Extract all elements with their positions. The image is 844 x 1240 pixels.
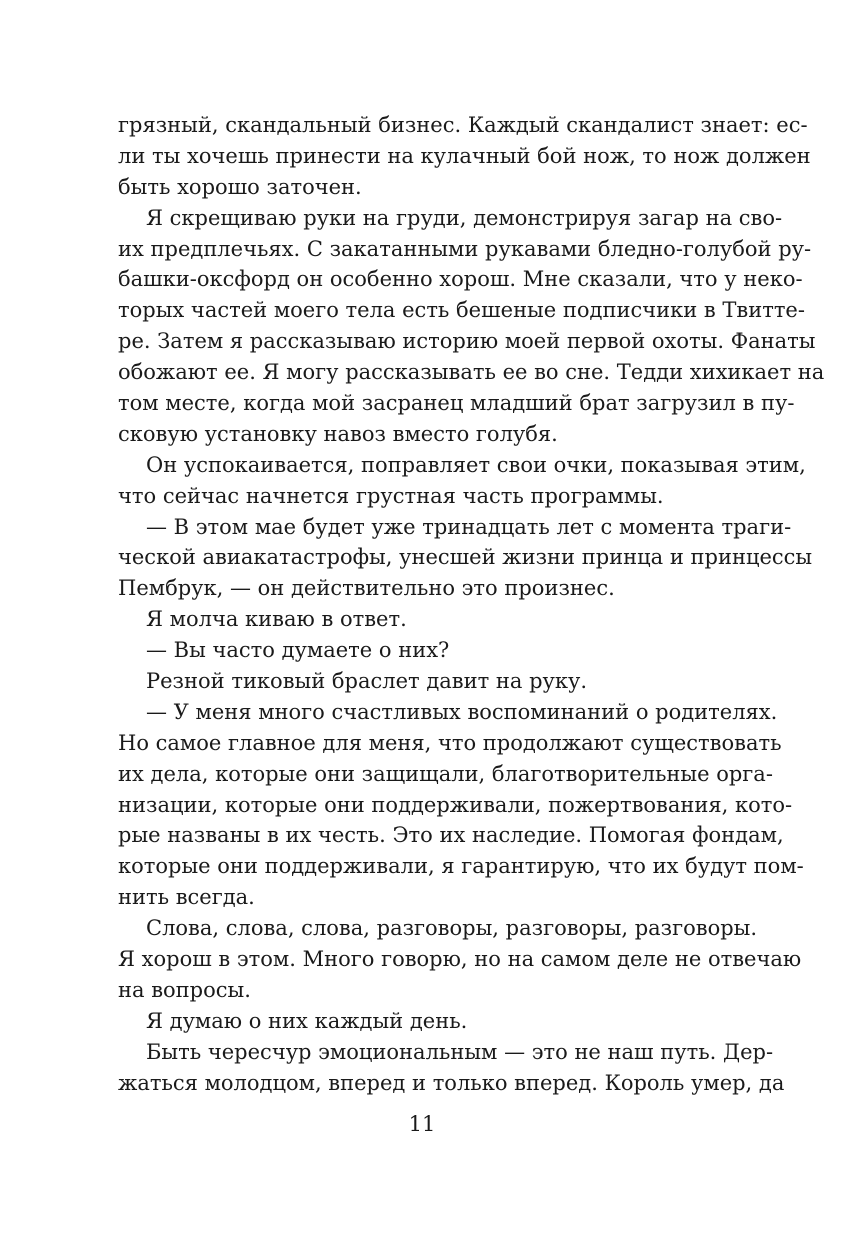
text-line: башки-оксфорд он особенно хорош. Мне сказали, что у неко- xyxy=(118,267,803,292)
body-text xyxy=(118,110,825,1099)
text-line: Пембрук, — он действительно это произнес. xyxy=(118,576,615,601)
text-line: быть хорошо заточен. xyxy=(118,174,362,199)
text-line: ре. Затем я рассказываю историю моей первой охоты. Фанаты xyxy=(118,329,816,354)
text-line: грязный, скандальный бизнес. Каждый скандалист знает: ес- xyxy=(118,113,808,137)
text-line: Слова, слова, слова, разговоры, разговоры, разговоры. xyxy=(146,916,758,941)
text-line: их дела, которые они защищали, благотворительные орга- xyxy=(118,761,773,786)
text-line: ли ты хочешь принести на кулачный бой нож, то нож должен xyxy=(118,143,811,168)
page-number: 11 xyxy=(408,1112,436,1136)
text-line: Быть чересчур эмоциональным — это не наш путь. Дер- xyxy=(146,1039,774,1064)
text-line: обожают ее. Я могу рассказывать ее во сне. Тедди хихикает на xyxy=(118,360,825,385)
text-line: Резной тиковый браслет давит на руку. xyxy=(146,669,588,694)
text-line: жаться молодцом, вперед и только вперед. Король умер, да xyxy=(118,1070,785,1095)
text-line: которые они поддерживали, я гарантирую, что их будут пом- xyxy=(118,854,804,879)
text-line: Я думаю о них каждый день. xyxy=(146,1008,468,1033)
text-line: Я скрещиваю руки на груди, демонстрируя загар на сво- xyxy=(146,205,783,230)
text-line: рые названы в их честь. Это их наследие. Помогая фондам, xyxy=(118,823,784,848)
text-line: — Вы часто думаете о них? xyxy=(146,638,450,663)
text-line: ческой авиакатастрофы, унесшей жизни принца и принцессы xyxy=(118,545,813,570)
text-line: их предплечьях. С закатанными рукавами бледно-голубой ру- xyxy=(118,236,812,261)
text-line: Но самое главное для меня, что продолжают существовать xyxy=(118,730,782,755)
text-line: Я хорош в этом. Много говорю, но на самом деле не отвечаю xyxy=(118,947,802,972)
text-line: том месте, когда мой засранец младший брат загрузил в пу- xyxy=(118,391,795,416)
text-line: Он успокаивается, поправляет свои очки, показывая этим, xyxy=(146,452,806,477)
text-line: — У меня много счастливых воспоминаний о родителях. xyxy=(146,699,778,724)
text-line: на вопросы. xyxy=(118,977,251,1002)
text-line: торых частей моего тела есть бешеные подписчики в Твитте- xyxy=(118,298,805,323)
text-line: низации, которые они поддерживали, пожертвования, кото- xyxy=(118,792,793,817)
text-line: Я молча киваю в ответ. xyxy=(146,607,407,632)
text-line: — В этом мае будет уже тринадцать лет с момента траги- xyxy=(146,514,792,539)
text-line: что сейчас начнется грустная часть программы. xyxy=(118,483,664,508)
text-line: сковую установку навоз вместо голубя. xyxy=(118,421,558,446)
text-line: нить всегда. xyxy=(118,885,255,910)
